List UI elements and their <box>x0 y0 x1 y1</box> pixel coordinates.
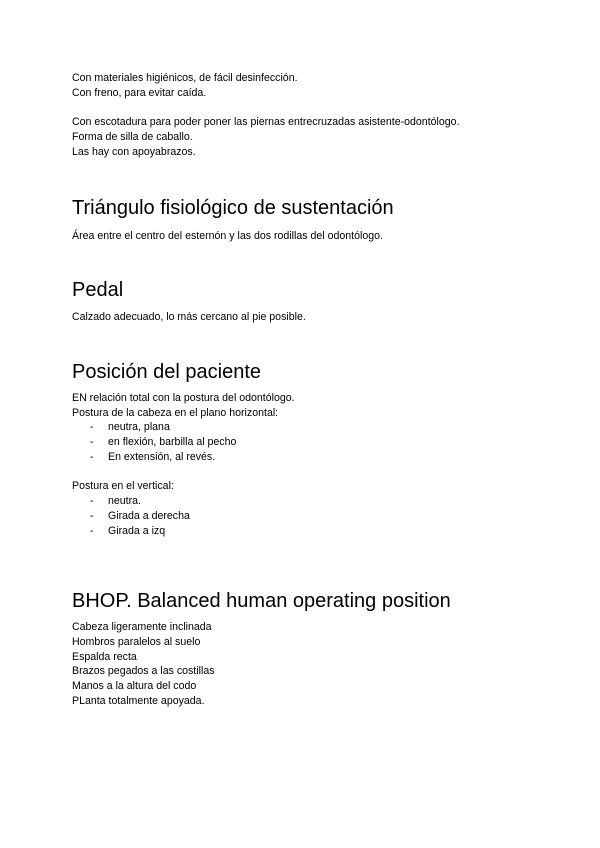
list-item-text: Girada a izq <box>108 525 166 537</box>
list-item <box>90 524 165 538</box>
bhop-line: PLanta totalmente apoyada. <box>72 695 205 707</box>
list-item <box>90 450 215 464</box>
list-item-text: Girada a derecha <box>108 510 190 522</box>
bullet-dash: - <box>90 495 94 507</box>
intro-line: Con materiales higiénicos, de fácil desinfección. <box>72 72 298 84</box>
intro-line: Forma de silla de caballo. <box>72 131 193 143</box>
list-item-text: En extensión, al revés. <box>108 451 216 463</box>
bhop-line: Cabeza ligeramente inclinada <box>72 621 212 633</box>
list-item-text: neutra, plana <box>108 421 170 433</box>
bullet-dash: - <box>90 451 94 463</box>
intro-line: Con freno, para evitar caída. <box>72 87 207 99</box>
posicion-line: Postura en el vertical: <box>72 480 174 492</box>
bullet-dash: - <box>90 510 94 522</box>
list-item <box>90 420 170 434</box>
bhop-line: Espalda recta <box>72 651 137 663</box>
intro-line: Las hay con apoyabrazos. <box>72 146 196 158</box>
bhop-line: Brazos pegados a las costillas <box>72 665 215 677</box>
bullet-dash: - <box>90 525 94 537</box>
triangulo-text: Área entre el centro del esternón y las dos rodillas del odontólogo. <box>72 230 383 242</box>
list-item-text: neutra. <box>108 495 141 507</box>
intro-line: Con escotadura para poder poner las piernas entrecruzadas asistente-odontólogo. <box>72 116 460 128</box>
bullet-dash: - <box>90 421 94 433</box>
pedal-text: Calzado adecuado, lo más cercano al pie posible. <box>72 311 306 323</box>
heading-posicion: Posición del paciente <box>72 361 262 383</box>
list-item <box>90 509 190 523</box>
list-item <box>90 494 141 508</box>
heading-bhop: BHOP. Balanced human operating position <box>72 590 451 612</box>
heading-triangulo: Triángulo fisiológico de sustentación <box>72 197 394 219</box>
bhop-line: Hombros paralelos al suelo <box>72 636 201 648</box>
bullet-dash: - <box>90 436 94 448</box>
list-item <box>90 435 236 449</box>
posicion-line: Postura de la cabeza en el plano horizontal: <box>72 407 279 419</box>
bhop-line: Manos a la altura del codo <box>72 680 197 692</box>
list-item-text: en flexión, barbilla al pecho <box>108 436 237 448</box>
heading-pedal: Pedal <box>72 279 124 301</box>
posicion-line: EN relación total con la postura del odontólogo. <box>72 392 295 404</box>
